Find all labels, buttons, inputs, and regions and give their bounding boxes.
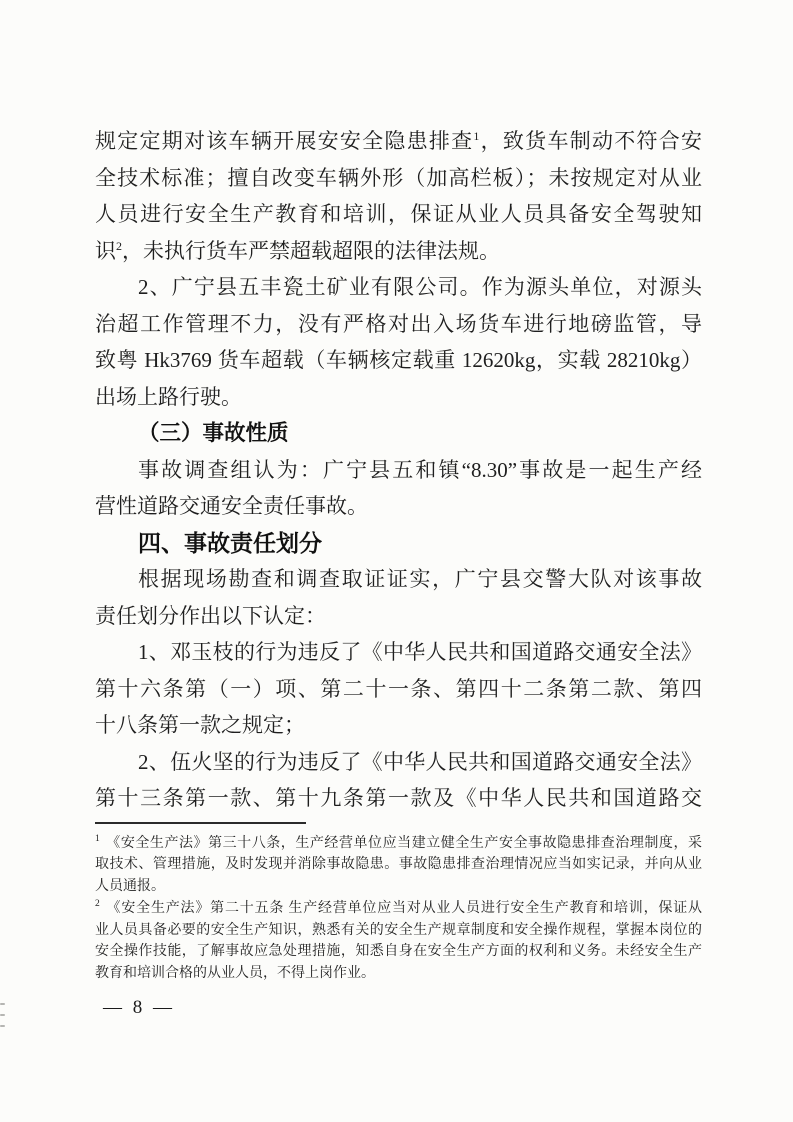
footnote-marker: 2 [95, 899, 100, 910]
heading-line [95, 415, 702, 452]
text-segment: 1、邓玉枝的行为违反了《中华人民共和国道路交通安全法》 [138, 640, 702, 664]
text-segment: 教育和培训合格的从业人员，不得上岗作业。 [95, 966, 375, 982]
document-content [95, 123, 702, 985]
text-segment: 安全操作技能，了解事故应急处理措施，知悉自身在安全生产方面的权利和义务。未经安全生产 [95, 944, 702, 960]
text-segment: ，未执行货车严禁超载超限的法律法规。 [122, 238, 500, 263]
text-line [95, 488, 702, 525]
text-segment: ，致货车制动不符合安 [479, 129, 702, 153]
text-segment: 人员通报。 [95, 879, 165, 895]
text-line [95, 342, 702, 379]
footnote-ref: 1 [473, 129, 480, 143]
text-line [95, 269, 702, 306]
document-body [95, 123, 702, 817]
footnotes [95, 833, 702, 986]
text-line [95, 634, 702, 671]
text-segment: 《安全生产法》第三十八条，生产经营单位应当建立健全生产安全事故隐患排查治理制度，采 [105, 835, 702, 851]
text-line [95, 196, 702, 233]
text-segment: （三）事故性质 [138, 421, 289, 445]
text-segment: 业人员具备必要的安全生产知识，熟悉有关的安全生产规章制度和安全操作规程，掌握本岗位的 [95, 922, 702, 938]
heading-line [95, 525, 702, 562]
text-segment: 四、事故责任划分 [138, 529, 322, 556]
text-segment: 致粤 Hk3769 货车超载（车辆核定载重 12620kg，实载 28210kg） [95, 348, 702, 372]
text-line [95, 233, 702, 270]
footnote-line [95, 941, 702, 963]
text-line [95, 780, 702, 817]
text-segment: 全技术标准；擅自改变车辆外形（加高栏板）；未按规定对从业 [95, 165, 702, 190]
text-segment: 责任划分作出以下认定： [95, 603, 326, 628]
text-line [95, 306, 702, 343]
text-line [95, 744, 702, 781]
footnote-separator [95, 822, 306, 824]
text-line [95, 598, 702, 635]
text-line [95, 707, 702, 744]
page-number: — 8 — [103, 997, 175, 1018]
text-line [95, 452, 702, 489]
text-line [95, 379, 702, 416]
text-segment: 第十六条第（一）项、第二十一条、第四十二条第二款、第四 [95, 676, 702, 701]
text-segment: 人员进行安全生产教育和培训，保证从业人员具备安全驾驶知 [95, 202, 702, 226]
scan-artifact [0, 1003, 8, 1036]
text-segment: 出场上路行驶。 [95, 384, 242, 409]
footnote-line [95, 898, 702, 920]
text-segment: 根据现场勘查和调查取证证实，广宁县交警大队对该事故 [138, 567, 702, 591]
text-line [95, 561, 702, 598]
footnote-line [95, 854, 702, 876]
text-segment: 取技术、管理措施，及时发现并消除事故隐患。事故隐患排查治理情况应当如实记录，并向从业 [95, 857, 702, 873]
text-line [95, 123, 702, 160]
text-segment: 营性道路交通安全责任事故。 [95, 494, 368, 518]
text-segment: 《安全生产法》第二十五条 生产经营单位应当对从业人员进行安全生产教育和培训，保证从 [105, 900, 702, 916]
text-segment: 事故调查组认为：广宁县五和镇“8.30”事故是一起生产经 [138, 457, 702, 482]
footnote-ref: 2 [116, 238, 122, 253]
text-segment: 十八条第一款之规定； [95, 713, 305, 737]
footnote-line [95, 876, 702, 898]
text-segment: 2、伍火坚的行为违反了《中华人民共和国道路交通安全法》 [138, 749, 702, 774]
text-segment: 治超工作管理不力，没有严格对出入场货车进行地磅监管，导 [95, 311, 702, 336]
text-segment: 规定定期对该车辆开展安安全隐患排查 [95, 129, 474, 153]
text-segment: 2、广宁县五丰瓷土矿业有限公司。作为源头单位，对源头 [138, 275, 702, 299]
footnote-marker: 1 [95, 833, 100, 844]
footnote-line [95, 963, 702, 985]
footnote-line [95, 920, 702, 942]
text-segment: 识 [95, 238, 116, 263]
text-line [95, 160, 702, 197]
text-line [95, 671, 702, 708]
text-segment: 第十三条第一款、第十九条第一款及《中华人民共和国道路交 [95, 786, 702, 810]
footnote-line [95, 833, 702, 855]
